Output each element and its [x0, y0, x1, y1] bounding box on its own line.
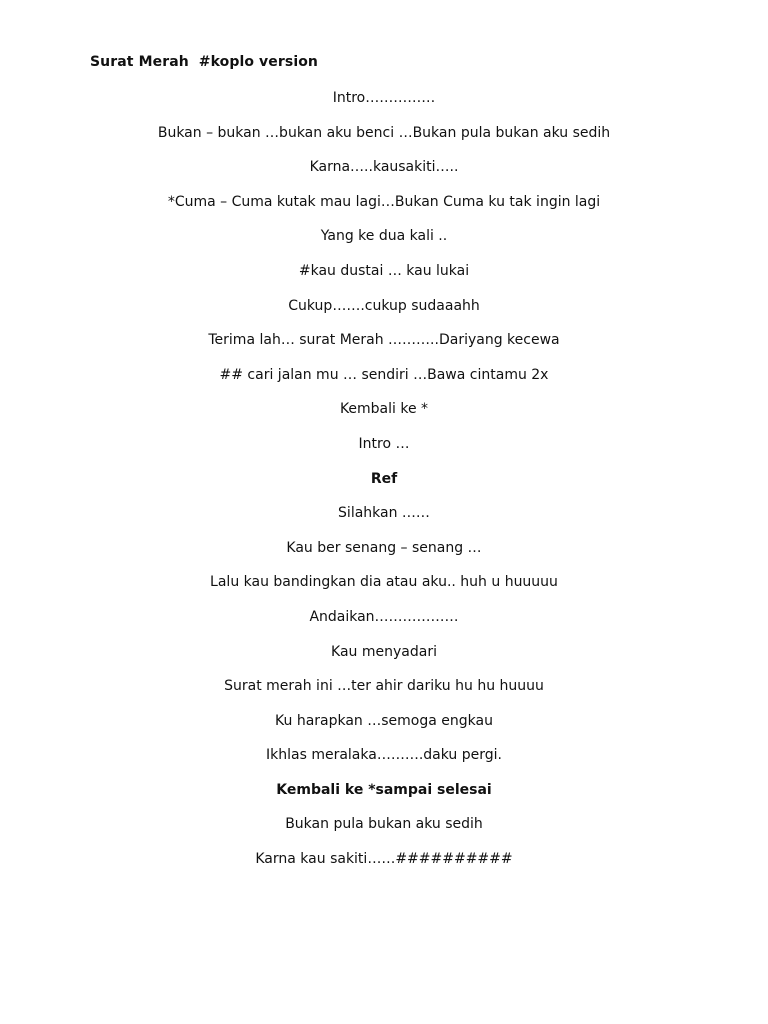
lyric-line: Silahkan …… — [338, 505, 430, 522]
lyric-line: Kau ber senang – senang … — [286, 539, 482, 556]
lyric-line: Kau menyadari — [331, 643, 437, 660]
lyric-line: Yang ke dua kali .. — [320, 228, 448, 245]
lyric-line: Karna…..kausakiti….. — [309, 159, 459, 176]
lyric-line: Karna kau sakiti……########## — [255, 851, 513, 868]
lyric-line: Kembali ke *sampai selesai — [276, 781, 492, 798]
lyric-line: Intro…………… — [332, 90, 436, 106]
lyric-line: Surat merah ini …ter ahir dariku hu hu huuuu — [224, 678, 544, 695]
lyric-line: Ikhlas meralaka……….daku pergi. — [266, 747, 502, 764]
lyrics-body — [0, 87, 768, 883]
lyric-line: *Cuma – Cuma kutak mau lagi…Bukan Cuma ku tak ingin lagi — [167, 193, 601, 210]
lyric-line: Andaikan……………… — [309, 608, 459, 625]
lyric-line: Kembali ke * — [339, 401, 429, 418]
document-title: Surat Merah #koplo version — [90, 54, 318, 70]
lyric-line: Cukup…….cukup sudaaahh — [288, 297, 480, 314]
lyric-line: Intro … — [358, 435, 410, 452]
lyric-line: Bukan pula bukan aku sedih — [285, 816, 483, 833]
lyric-line: Ku harapkan …semoga engkau — [275, 712, 493, 729]
lyric-line: Bukan – bukan …bukan aku benci …Bukan pula bukan aku sedih — [157, 124, 611, 141]
lyric-line: #kau dustai … kau lukai — [298, 262, 470, 279]
lyric-line: Terima lah… surat Merah ………..Dariyang kecewa — [208, 332, 560, 349]
lyric-line: Ref — [370, 470, 398, 487]
lyric-line: Lalu kau bandingkan dia atau aku.. huh u huuuuu — [210, 574, 558, 591]
lyric-line: ## cari jalan mu … sendiri …Bawa cintamu 2x — [219, 366, 549, 383]
